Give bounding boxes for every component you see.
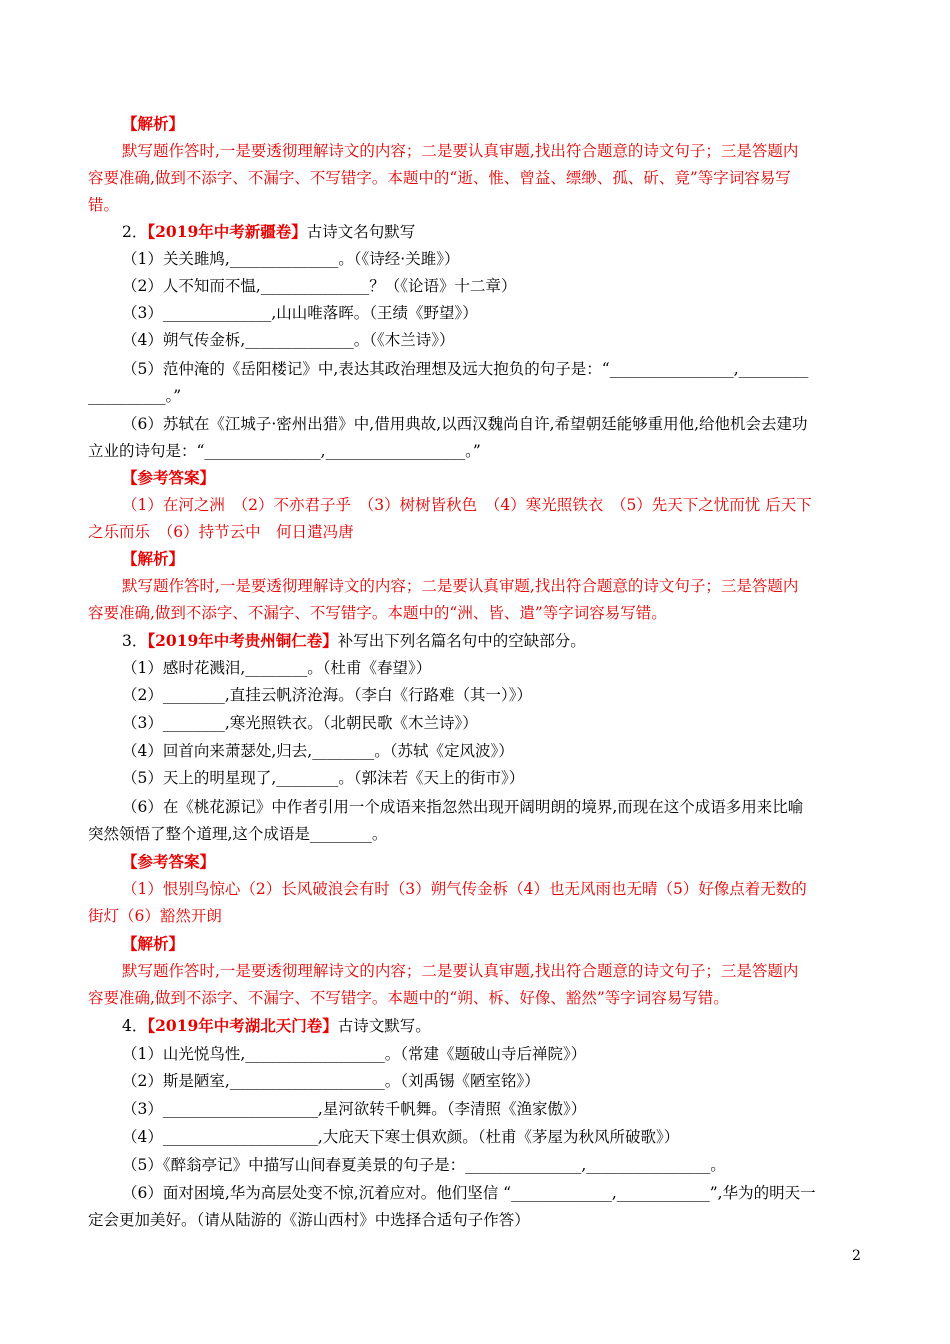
line-text: 2． — [122, 223, 148, 241]
line-text: 容要准确,做到不添字、不漏字、不写错字。本题中的“洲、皆、遣”等字词容易写错。 — [88, 604, 667, 622]
text-line — [88, 522, 354, 542]
question-source: 【2019年中考新疆卷】 — [147, 222, 307, 241]
line-text: （2）人不知而不愠,______________？（《论语》十二章） — [122, 277, 517, 295]
text-line — [122, 768, 524, 788]
line-text: （1）关关雎鸠,______________。（《诗经·关雎》） — [122, 250, 460, 268]
text-line — [122, 495, 812, 515]
text-line — [88, 906, 222, 926]
text-line — [122, 1071, 540, 1091]
line-text: 【参考答案】 — [122, 852, 216, 871]
text-line — [88, 1210, 530, 1230]
line-text: （6）面对困境,华为高层处变不惊,沉着应对。他们坚信 “_____________,____________”,华为的明天一 — [122, 1184, 816, 1202]
line-text: （4）朔气传金柝,______________。（《木兰诗》） — [122, 331, 455, 349]
text-line — [88, 168, 791, 188]
line-text: （3）______________,山山唯落晖。（王绩《野望》） — [122, 304, 478, 322]
line-text: 默写题作答时,一是要透彻理解诗文的内容；二是要认真审题,找出符合题意的诗文句子；三是答题内 — [122, 962, 799, 980]
line-text: 容要准确,做到不添字、不漏字、不写错字。本题中的“朔、柝、好像、豁然”等字词容易写错。 — [88, 989, 729, 1007]
text-line — [122, 852, 215, 872]
text-line — [122, 576, 798, 596]
question-prompt: 古诗文默写。 — [337, 1017, 431, 1035]
text-line — [122, 658, 431, 678]
text-line — [122, 713, 478, 733]
question-prompt: 古诗文名句默写 — [306, 223, 416, 241]
line-text: （1）山光悦鸟性,__________________。（常建《题破山寺后禅院》） — [122, 1045, 587, 1063]
text-line — [122, 961, 798, 981]
line-text: 【解析】 — [122, 114, 185, 133]
text-line — [88, 195, 119, 215]
line-text: __________。” — [88, 387, 182, 405]
text-line — [122, 276, 517, 296]
line-text: （4）____________________,大庇天下寒士俱欢颜。（杜甫《茅屋为秋风所破歌》） — [122, 1128, 680, 1146]
line-text: （1）恨别鸟惊心（2）长风破浪会有时（3）朔气传金柝（4）也无风雨也无晴（5）好像点着无数的 — [122, 880, 807, 898]
line-text: 立业的诗句是：“_______________,__________________。” — [88, 442, 481, 460]
text-line — [122, 879, 807, 899]
line-text: 定会更加美好。（请从陆游的《游山西村》中选择合适句子作答） — [88, 1211, 530, 1229]
line-text: 【解析】 — [122, 934, 185, 953]
line-text: （3）________,寒光照铁衣。（北朝民歌《木兰诗》） — [122, 714, 478, 732]
question-source: 【2019年中考湖北天门卷】 — [147, 1016, 338, 1035]
text-line — [122, 249, 459, 269]
text-line — [122, 1044, 586, 1064]
page-number: 2 — [852, 1248, 861, 1264]
text-line — [122, 1155, 726, 1175]
text-line — [122, 303, 478, 323]
text-line — [122, 359, 808, 379]
line-text: （6）苏轼在《江城子·密州出猎》中,借用典故,以西汉魏尚自许,希望朝廷能够重用他,给他机会去建功 — [122, 415, 808, 433]
question-prompt: 补写出下列名篇名句中的空缺部分。 — [337, 632, 586, 650]
line-text: （2）斯是陋室,____________________。（刘禹锡《陋室铭》） — [122, 1072, 540, 1090]
text-line — [122, 414, 808, 434]
text-line — [122, 1183, 816, 1203]
text-line — [122, 797, 803, 817]
line-text: 之乐而乐 （6）持节云中 何日遣冯唐 — [88, 523, 354, 541]
line-text: 默写题作答时,一是要透彻理解诗文的内容；二是要认真审题,找出符合题意的诗文句子；三是答题内 — [122, 577, 799, 595]
text-line — [88, 386, 181, 406]
text-line — [122, 141, 798, 161]
line-text: （5）范仲淹的《岳阳楼记》中,表达其政治理想及远大抱负的句子是：“________________,_________ — [122, 360, 809, 378]
text-line — [88, 988, 729, 1008]
text-line — [122, 1099, 586, 1119]
line-text: （3）____________________,星河欲转千帆舞。（李清照《渔家傲》） — [122, 1100, 587, 1118]
line-text: （5）《醉翁亭记》中描写山间春夏美景的句子是：_______________,________________。 — [122, 1156, 726, 1174]
text-line — [88, 824, 387, 844]
line-text: 街灯（6）豁然开朗 — [88, 907, 222, 925]
text-line — [88, 441, 481, 461]
line-text: 突然领悟了整个道理,这个成语是________。 — [88, 825, 388, 843]
text-line — [122, 222, 415, 242]
text-line — [88, 603, 667, 623]
line-text: （6）在《桃花源记》中作者引用一个成语来指忽然出现开阔明朗的境界,而现在这个成语多用来比喻 — [122, 798, 804, 816]
text-line — [122, 549, 184, 569]
line-text: （1）在河之洲 （2）不亦君子乎 （3）树树皆秋色 （4）寒光照铁衣 （5）先天下之忧而忧 后天下 — [122, 496, 812, 514]
line-text: （5）天上的明星现了,________。（郭沫若《天上的街市》） — [122, 769, 525, 787]
line-text: 默写题作答时,一是要透彻理解诗文的内容；二是要认真审题,找出符合题意的诗文句子；三是答题内 — [122, 142, 799, 160]
line-text: 3． — [122, 632, 148, 650]
text-line — [122, 114, 184, 134]
text-line — [122, 685, 532, 705]
text-line — [122, 1127, 679, 1147]
text-line — [122, 631, 586, 651]
line-text: （4）回首向来萧瑟处,归去,________。（苏轼《定风波》） — [122, 742, 514, 760]
line-text: 【解析】 — [122, 549, 185, 568]
line-text: （2）________,直挂云帆济沧海。（李白《行路难（其一）》） — [122, 686, 533, 704]
text-line — [122, 1016, 431, 1036]
line-text: （1）感时花溅泪,________。（杜甫《春望》） — [122, 659, 432, 677]
line-text: 错。 — [88, 196, 120, 214]
line-text: 容要准确,做到不添字、不漏字、不写错字。本题中的“逝、惟、曾益、缥缈、孤、斫、竟”等字词容易写 — [88, 169, 791, 187]
text-line — [122, 468, 215, 488]
text-line — [122, 330, 455, 350]
line-text: 【参考答案】 — [122, 468, 216, 487]
text-line — [122, 741, 514, 761]
question-source: 【2019年中考贵州铜仁卷】 — [147, 631, 338, 650]
text-line — [122, 934, 184, 954]
line-text: 4． — [122, 1017, 148, 1035]
